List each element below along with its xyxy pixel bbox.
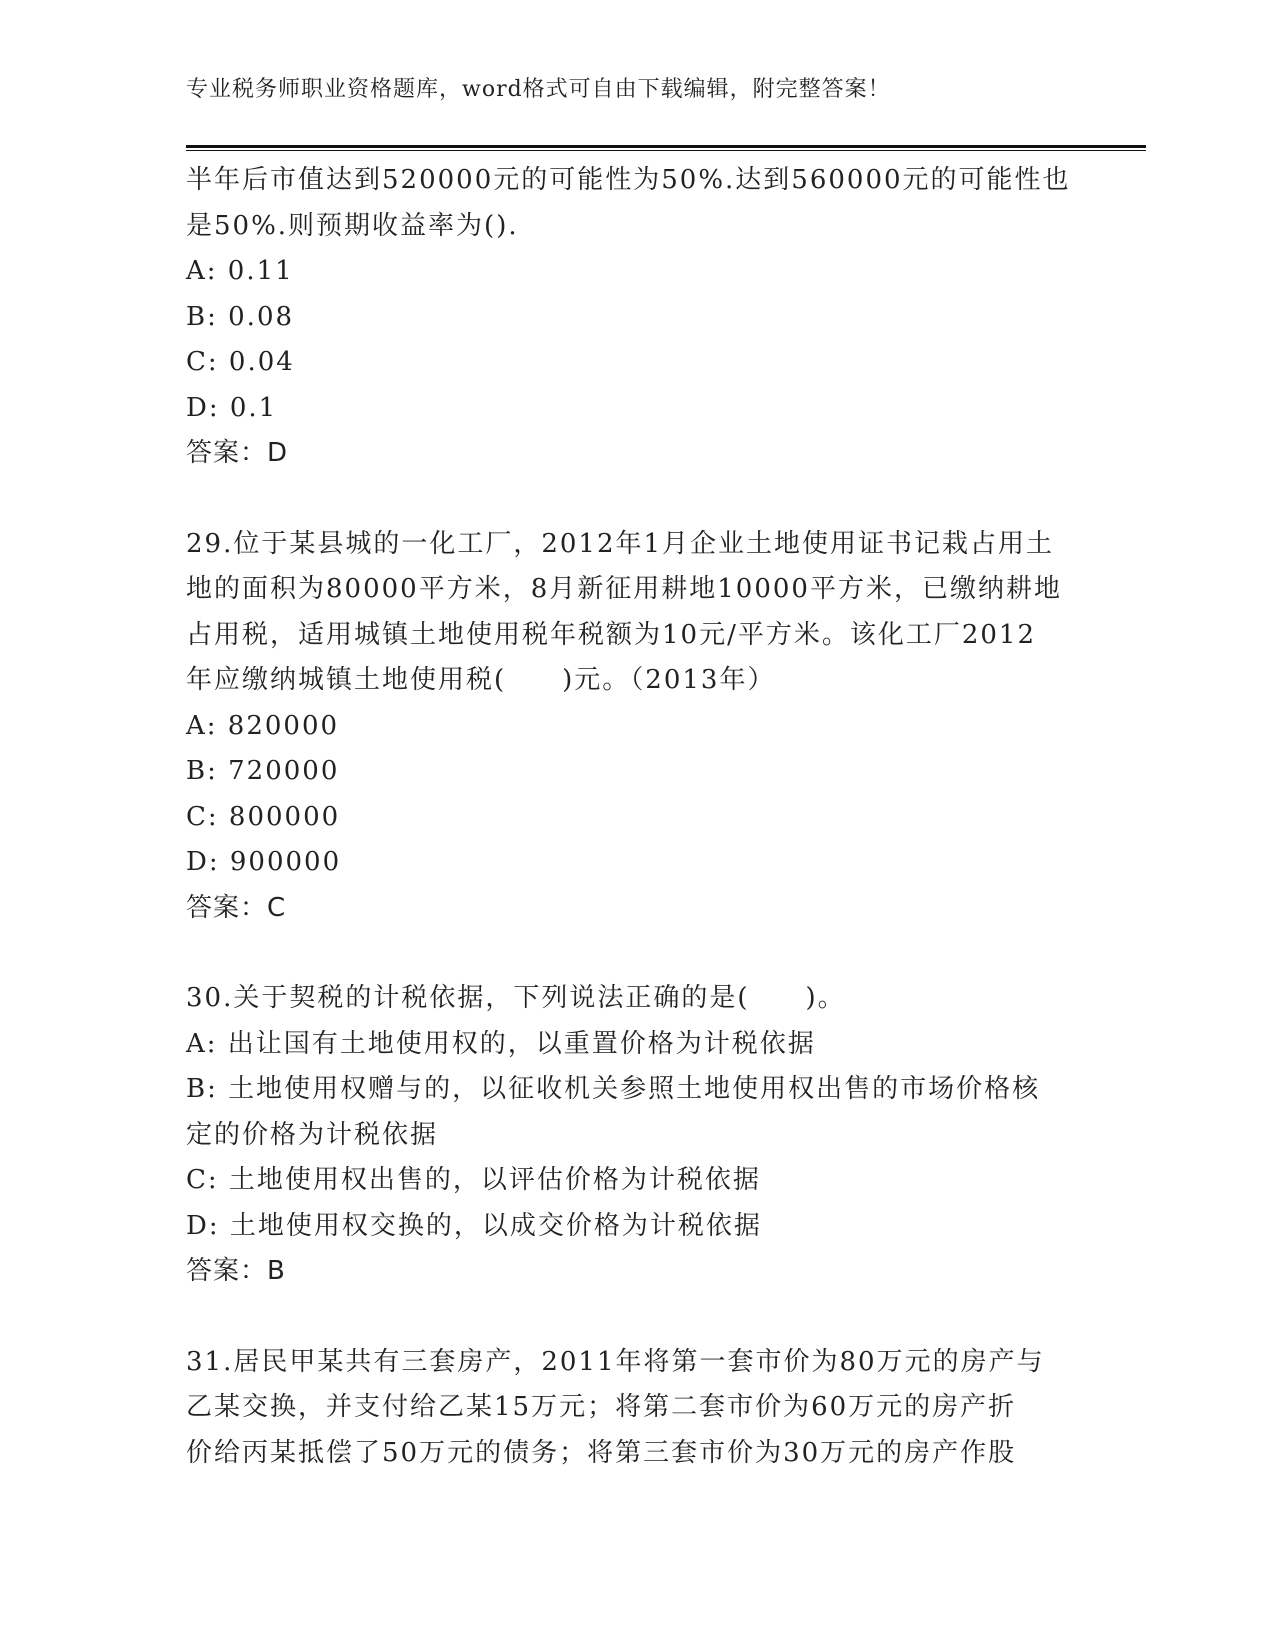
option-item: D: 900000 (186, 847, 342, 877)
option-item: A: 出让国有土地使用权的，以重置价格为计税依据 (186, 1028, 816, 1059)
option-item: A: 820000 (186, 710, 340, 741)
header-rule-thick (186, 145, 1146, 148)
block-spacer (186, 1295, 1086, 1340)
question-text: 29.位于某县城的一化工厂，2012年1月企业土地使用证书记栽占用土 (186, 528, 1055, 559)
question-block (186, 158, 1086, 477)
question-block (186, 976, 1086, 1295)
block-spacer (186, 477, 1086, 522)
option-item: B: 土地使用权赠与的，以征收机关参照土地使用权出售的市场价格核 (186, 1074, 1041, 1104)
option-item: A: 0.11 (186, 256, 294, 286)
header-rule-thin (186, 150, 1146, 151)
question-block (186, 1340, 1086, 1477)
question-text: 占用税，适用城镇土地使用税年税额为10元/平方米。该化工厂2012 (186, 619, 1037, 650)
question-text: 乙某交换，并支付给乙某15万元；将第二套市价为60万元的房产折 (186, 1392, 1017, 1422)
option-item: C: 土地使用权出售的，以评估价格为计税依据 (186, 1165, 761, 1195)
question-text: 地的面积为80000平方米，8月新征用耕地10000平方米，已缴纳耕地 (186, 574, 1062, 604)
document-body (186, 158, 1086, 1476)
answer-text: 答案：C (186, 892, 287, 923)
question-text: 30.关于契税的计税依据，下列说法正确的是( )。 (186, 983, 846, 1013)
question-text: 31.居民甲某共有三套房产，2011年将第一套市价为80万元的房产与 (186, 1346, 1045, 1377)
answer-text: 答案：D (186, 438, 289, 468)
option-item: B: 0.08 (186, 301, 295, 332)
question-text: 价给丙某抵偿了50万元的债务；将第三套市价为30万元的房产作股 (186, 1437, 1017, 1468)
page-header: 专业税务师职业资格题库，word格式可自由下载编辑，附完整答案！ (186, 77, 891, 102)
option-item: C: 800000 (186, 801, 341, 832)
block-spacer (186, 931, 1086, 976)
option-item: 定的价格为计税依据 (186, 1119, 439, 1150)
option-item: D: 0.1 (186, 392, 278, 423)
question-text: 半年后市值达到520000元的可能性为50%.达到560000元的可能性也 (186, 165, 1071, 195)
option-item: C: 0.04 (186, 347, 295, 377)
question-text: 是50%.则预期收益率为(). (186, 210, 519, 241)
option-item: D: 土地使用权交换的，以成交价格为计税依据 (186, 1210, 762, 1241)
question-block (186, 522, 1086, 932)
answer-text: 答案：B (186, 1256, 286, 1286)
option-item: B: 720000 (186, 756, 340, 786)
question-text: 年应缴纳城镇土地使用税( )元。（2013年） (186, 665, 776, 695)
